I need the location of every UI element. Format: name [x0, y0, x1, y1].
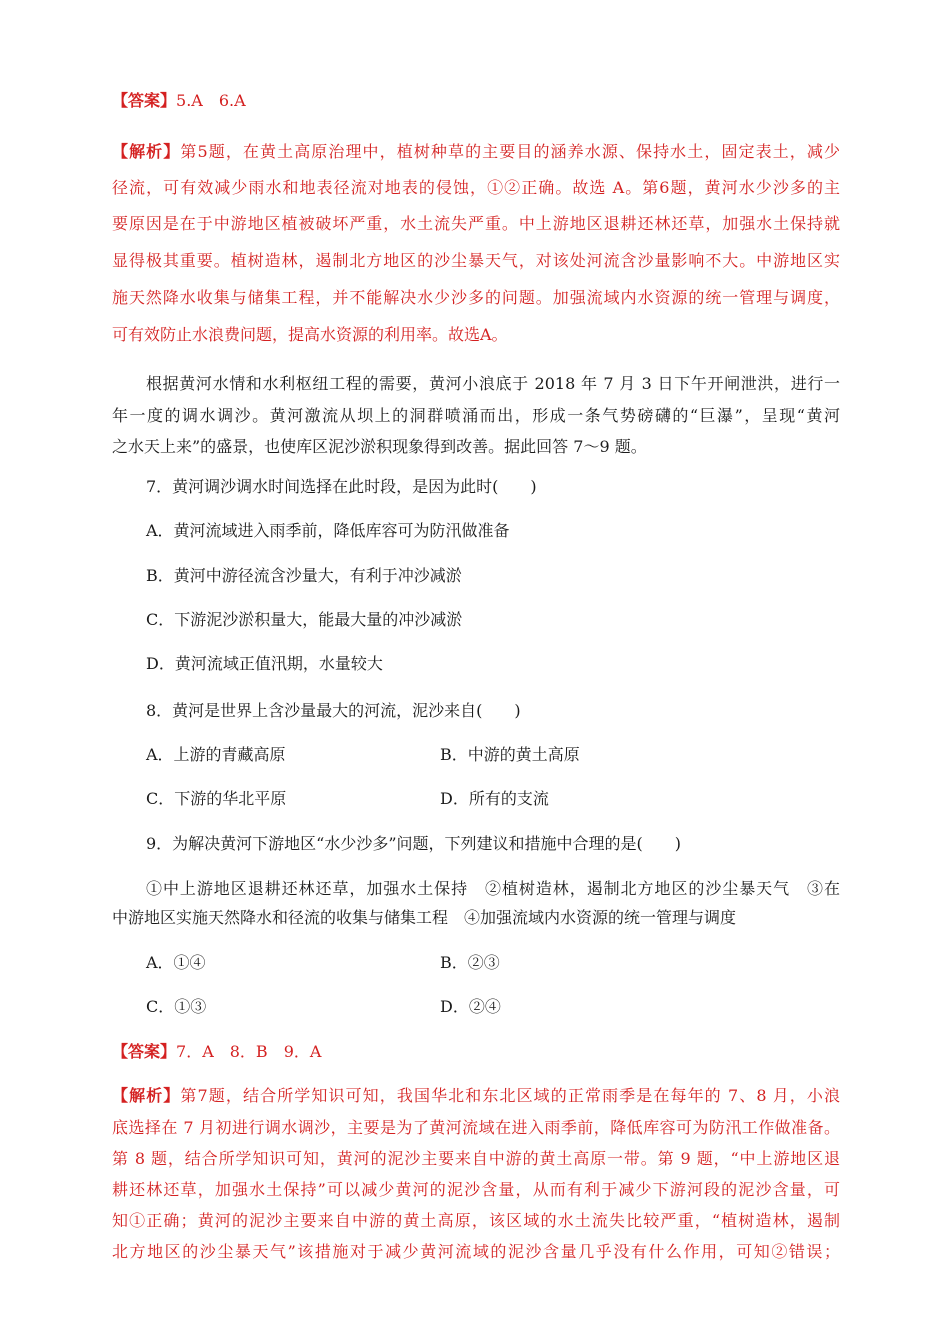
analysis-line: 北方地区的沙尘暴天气”该措施对于减少黄河流域的泥沙含量几乎没有什么作用，可知②错误； [112, 1242, 840, 1261]
passage-line: 年一度的调水调沙。黄河激流从坝上的洞群喷涌而出，形成一条气势磅礴的“巨瀑”，呈现“黄河 [112, 406, 840, 425]
question-9-option-b: B．②③ [440, 953, 500, 972]
analysis-line: 显得极其重要。植树造林，遏制北方地区的沙尘暴天气，对该处河流含沙量影响不大。中游地区实 [112, 251, 840, 270]
analysis-line: 【解析】第5题，在黄土高原治理中，植树种草的主要目的涵养水源、保持水土，固定表土，减少 [112, 142, 840, 161]
question-8-stem: 8．黄河是世界上含沙量最大的河流，泥沙来自( ) [146, 701, 521, 720]
analysis-line: 要原因是在于中游地区植被破坏严重，水土流失严重。中上游地区退耕还林还草，加强水土保持就 [112, 214, 840, 233]
analysis-tag: 【解析】 [112, 142, 181, 161]
question-9-option-d: D．②④ [440, 997, 501, 1016]
question-8-option-a: A．上游的青藏高原 [146, 745, 286, 764]
analysis-line: 底选择在 7 月初进行调水调沙，主要是为了黄河流域在进入雨季前，降低库容可为防汛工作做准备。 [112, 1118, 840, 1137]
question-9-measures: 中游地区实施天然降水和径流的收集与储集工程 ④加强流域内水资源的统一管理与调度 [112, 908, 737, 927]
analysis-line: 可有效防止水浪费问题，提高水资源的利用率。故选A。 [112, 325, 508, 344]
question-9-stem: 9．为解决黄河下游地区“水少沙多”问题，下列建议和措施中合理的是( ) [146, 834, 682, 853]
analysis-line: 第 8 题，结合所学知识可知，黄河的泥沙主要来自中游的黄土高原一带。第 9 题，“中上游地区退 [112, 1149, 840, 1168]
question-8-option-c: C．下游的华北平原 [146, 789, 287, 808]
analysis-line: 知①正确；黄河的泥沙主要来自中游的黄土高原，该区域的水土流失比较严重，“植树造林，遏制 [112, 1211, 840, 1230]
analysis-line: 施天然降水收集与储集工程，并不能解决水少沙多的问题。加强流域内水资源的统一管理与调度， [112, 288, 840, 307]
question-7-option-c: C．下游泥沙淤积量大，能最大量的冲沙减淤 [146, 610, 463, 629]
answer-text: 7．A 8．B 9．A [176, 1042, 322, 1061]
analysis-line: 耕还林还草，加强水土保持”可以减少黄河的泥沙含量，从而有利于减少下游河段的泥沙含量，可 [112, 1180, 840, 1199]
answer-line-7-9 [112, 1041, 321, 1063]
passage-line: 根据黄河水情和水利枢纽工程的需要，黄河小浪底于 2018 年 7 月 3 日下午开闸泄洪，进行一 [146, 374, 840, 393]
passage-line: 之水天上来”的盛景，也使库区泥沙淤积现象得到改善。据此回答 7～9 题。 [112, 437, 647, 456]
answer-tag: 【答案】 [112, 91, 177, 110]
answer-line-5-6 [112, 90, 246, 112]
question-9-option-a: A．①④ [146, 953, 206, 972]
question-8-option-d: D．所有的支流 [440, 789, 549, 808]
question-7-stem: 7．黄河调沙调水时间选择在此时段，是因为此时( ) [146, 477, 537, 496]
question-7-option-a: A．黄河流域进入雨季前，降低库容可为防汛做准备 [146, 521, 510, 540]
answer-tag: 【答案】 [112, 1042, 177, 1061]
question-8-option-b: B．中游的黄土高原 [440, 745, 580, 764]
question-7-option-b: B．黄河中游径流含沙量大，有利于冲沙减淤 [146, 566, 462, 585]
analysis-tag: 【解析】 [112, 1086, 181, 1105]
answer-text: 5.A 6.A [176, 91, 246, 110]
question-9-measures: ①中上游地区退耕还林还草，加强水土保持 ②植树造林，遏制北方地区的沙尘暴天气 ③在 [146, 879, 840, 898]
question-9-option-c: C．①③ [146, 997, 207, 1016]
question-7-option-d: D．黄河流域正值汛期，水量较大 [146, 654, 383, 673]
analysis-line: 【解析】第7题，结合所学知识可知，我国华北和东北区域的正常雨季是在每年的 7、8 月，小浪 [112, 1086, 840, 1105]
analysis-line: 径流，可有效减少雨水和地表径流对地表的侵蚀，①②正确。故选 A。第6题，黄河水少沙多的主 [112, 178, 840, 197]
